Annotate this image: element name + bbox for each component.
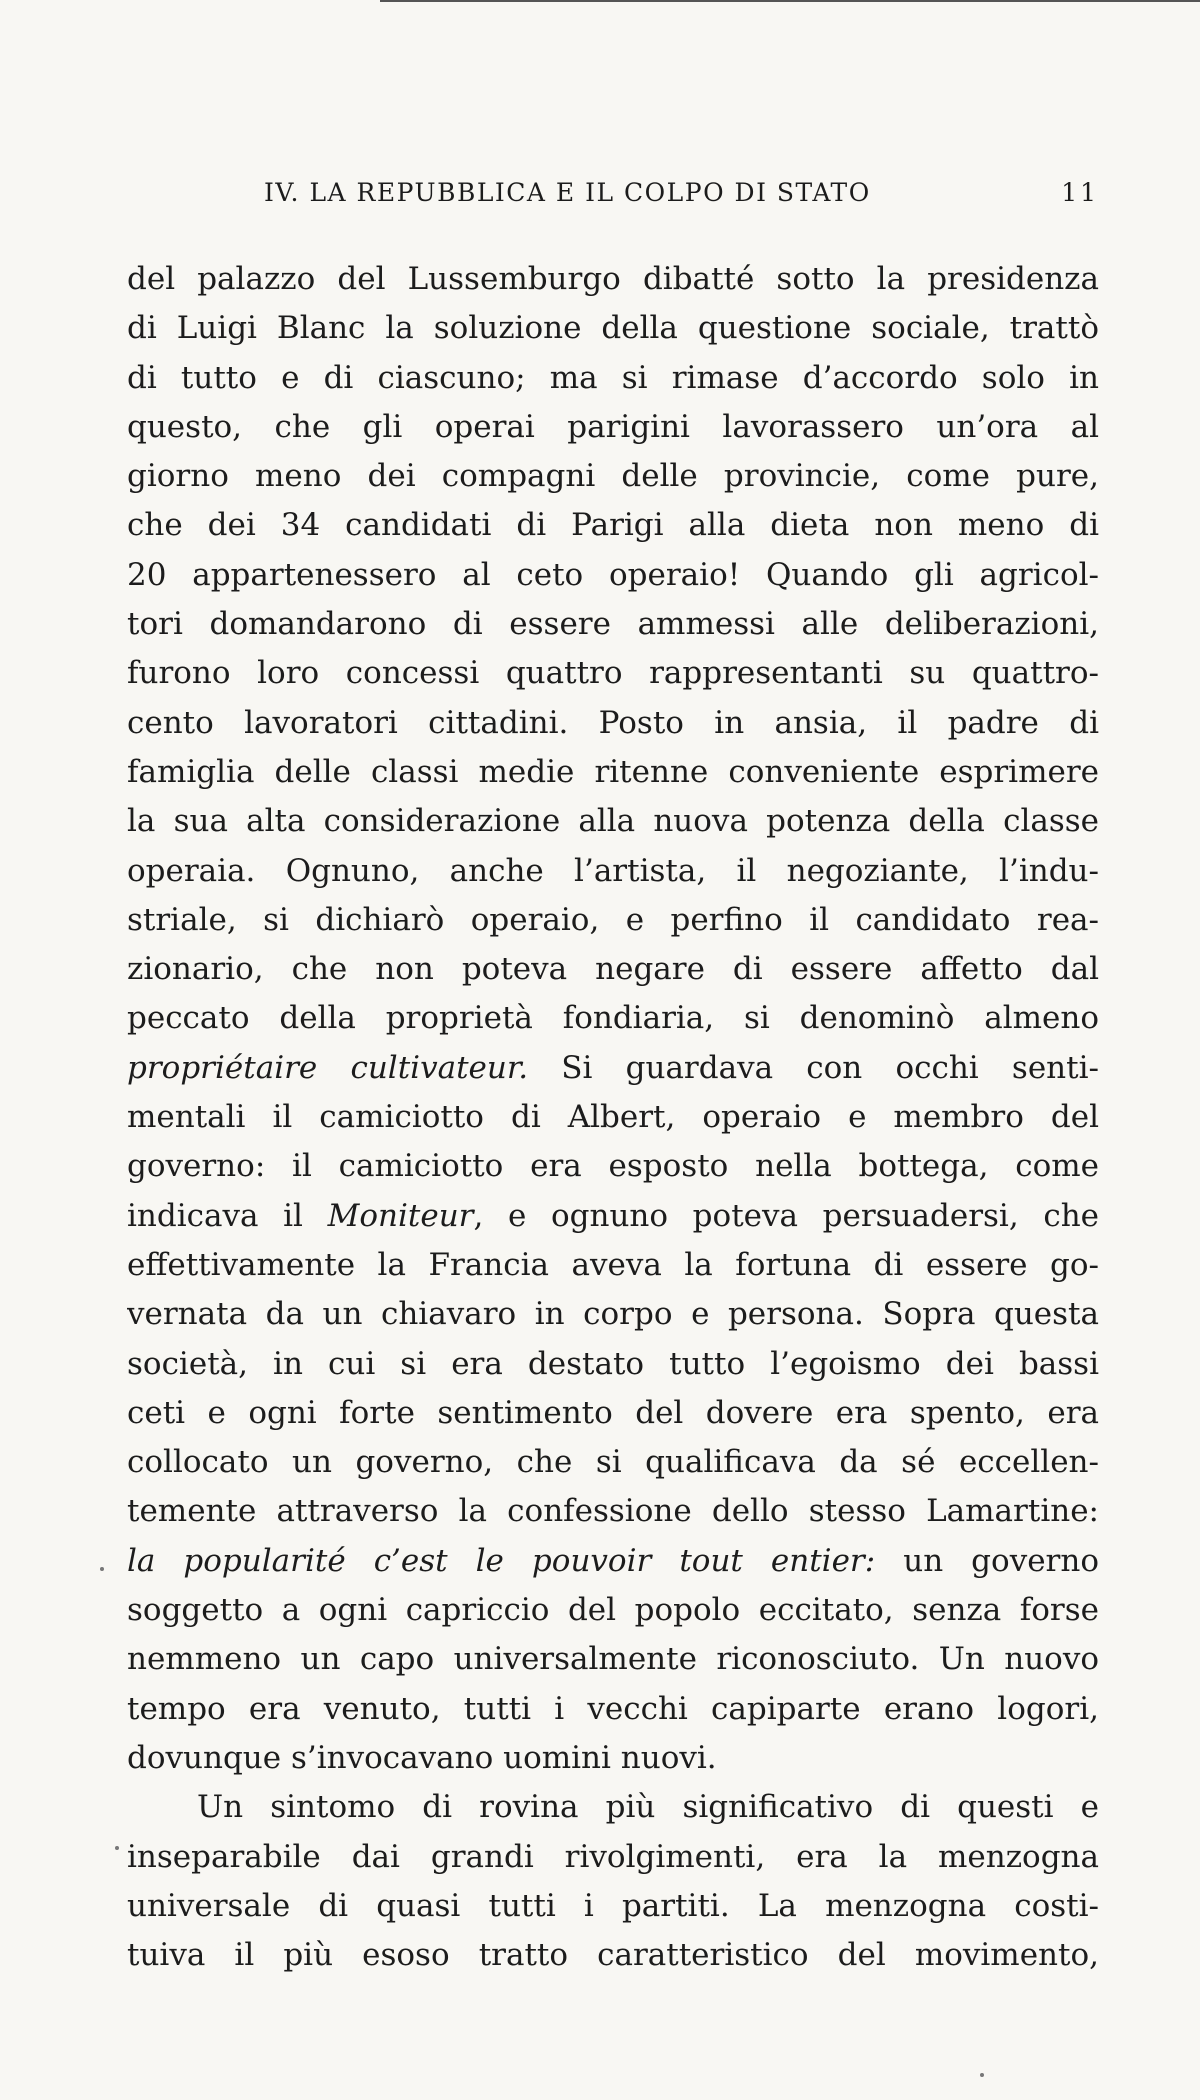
text-line: cento lavoratori cittadini. Posto in ansia, il padre di — [127, 704, 1099, 741]
line-remainder: un governo — [875, 1542, 1099, 1579]
text-line: tuiva il più esoso tratto caratteristico del movimento, — [127, 1937, 1099, 1974]
text-line: furono loro concessi quattro rappresentanti su quattro- — [127, 655, 1099, 692]
text-line: effettivamente la Francia aveva la fortuna di essere go- — [127, 1246, 1099, 1283]
running-header — [264, 178, 1099, 218]
text-line: zionario, che non poteva negare di essere affetto dal — [127, 951, 1099, 988]
page-number: 11 — [1061, 178, 1099, 207]
paragraph-2 — [127, 1783, 1099, 1980]
italic-phrase: propriétaire cultivateur. — [127, 1049, 529, 1086]
text-line: giorno meno dei compagni delle provincie, come pure, — [127, 458, 1099, 495]
body-text — [127, 255, 1099, 1980]
text-line — [127, 1537, 1099, 1586]
text-line: società, in cui si era destato tutto l’egoismo dei bassi — [127, 1345, 1099, 1382]
text-line: soggetto a ogni capriccio del popolo eccitato, senza forse — [127, 1592, 1099, 1629]
text-line: dovunque s’invocavano uomini nuovi. — [127, 1739, 717, 1776]
text-line: temente attraverso la confessione dello stesso Lamartine: — [127, 1493, 1099, 1530]
margin-speck — [115, 1846, 119, 1850]
text-line — [127, 1192, 1099, 1241]
text-line — [127, 1044, 1099, 1093]
text-line: di Luigi Blanc la soluzione della questione sociale, trattò — [127, 310, 1099, 347]
running-head-title: IV. LA REPUBBLICA E IL COLPO DI STATO — [264, 178, 871, 207]
text-line: tori domandarono di essere ammessi alle deliberazioni, — [127, 606, 1099, 643]
text-line: famiglia delle classi medie ritenne conveniente esprimere — [127, 753, 1099, 790]
text-line: peccato della proprietà fondiaria, si denominò almeno — [127, 1000, 1099, 1037]
text-line: mentali il camiciotto di Albert, operaio e membro del — [127, 1099, 1099, 1136]
text-line: governo: il camiciotto era esposto nella bottega, come — [127, 1148, 1099, 1185]
text-line: del palazzo del Lussemburgo dibatté sotto la presidenza — [127, 261, 1099, 297]
text-line: universale di quasi tutti i partiti. La menzogna costi- — [127, 1887, 1099, 1924]
line-start: indicava il — [127, 1197, 328, 1234]
text-line: operaia. Ognuno, anche l’artista, il negoziante, l’indu- — [127, 852, 1099, 889]
margin-speck — [100, 1567, 104, 1571]
text-line: nemmeno un capo universalmente riconosciuto. Un nuovo — [127, 1641, 1099, 1678]
line-remainder: Si guardava con occhi senti- — [528, 1049, 1099, 1086]
text-line: la sua alta considerazione alla nuova potenza della classe — [127, 803, 1099, 840]
margin-speck — [980, 2073, 984, 2077]
top-page-rule — [380, 0, 1200, 2]
line-remainder: , e ognuno poteva persuadersi, che — [473, 1197, 1099, 1234]
italic-phrase: la popularité c’est le pouvoir tout entier: — [127, 1542, 876, 1579]
italic-phrase: Moniteur — [327, 1197, 474, 1234]
text-line: Un sintomo di rovina più significativo di questi e — [197, 1789, 1099, 1826]
text-line: 20 appartenessero al ceto operaio! Quando gli agricol- — [127, 556, 1099, 593]
text-line: tempo era venuto, tutti i vecchi capiparte erano logori, — [127, 1690, 1099, 1727]
text-line: striale, si dichiarò operaio, e perfino il candidato rea- — [127, 901, 1099, 938]
text-line: collocato un governo, che si qualificava da sé eccellen- — [127, 1444, 1099, 1481]
text-line: questo, che gli operai parigini lavorassero un’ora al — [127, 408, 1099, 445]
text-line: di tutto e di ciascuno; ma si rimase d’accordo solo in — [127, 359, 1099, 396]
text-line: vernata da un chiavaro in corpo e persona. Sopra questa — [127, 1296, 1099, 1333]
text-line: ceti e ogni forte sentimento del dovere era spento, era — [127, 1394, 1099, 1431]
text-line: inseparabile dai grandi rivolgimenti, era la menzogna — [127, 1838, 1099, 1875]
text-line: che dei 34 candidati di Parigi alla dieta non meno di — [127, 507, 1099, 544]
paragraph-1 — [127, 255, 1099, 1783]
